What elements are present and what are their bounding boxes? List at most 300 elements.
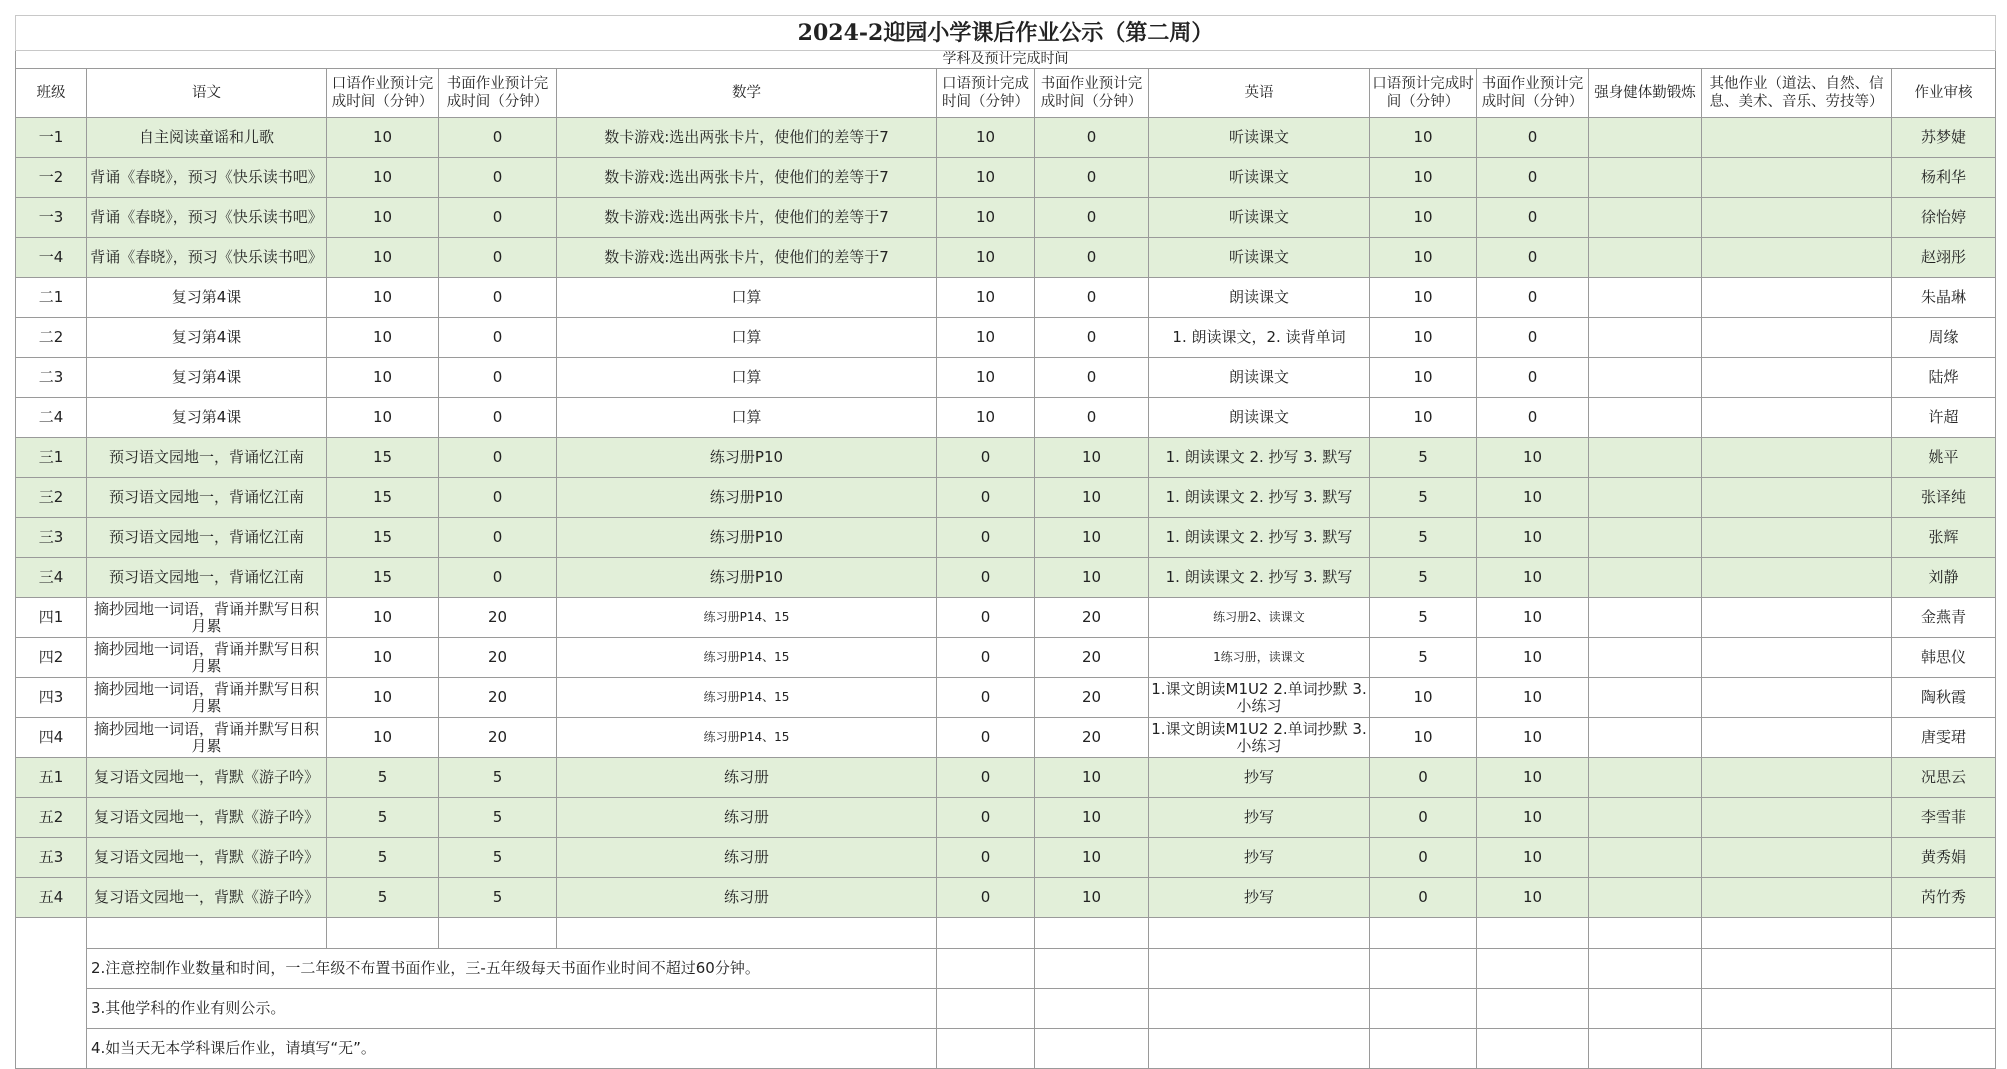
cell-pe — [1589, 558, 1702, 598]
cell-english-written: 10 — [1477, 878, 1589, 918]
cell-reviewer: 张辉 — [1892, 518, 1996, 558]
cell-english: 抄写 — [1149, 838, 1370, 878]
cell-english: 抄写 — [1149, 798, 1370, 838]
cell-english: 朗读课文 — [1149, 398, 1370, 438]
cell-chinese-written: 5 — [439, 758, 557, 798]
cell-math-written: 0 — [1035, 238, 1149, 278]
cell-math-oral: 0 — [937, 838, 1035, 878]
cell-pe — [1589, 878, 1702, 918]
table-row — [16, 638, 1996, 678]
blank-cell — [1477, 918, 1589, 949]
cell-pe — [1589, 798, 1702, 838]
cell-other — [1702, 198, 1892, 238]
blank-row — [16, 918, 1996, 949]
cell-reviewer: 李雪菲 — [1892, 798, 1996, 838]
header-other: 其他作业（道法、自然、信息、美术、音乐、劳技等） — [1702, 69, 1892, 118]
subheading: 学科及预计完成时间 — [16, 51, 1996, 69]
cell-english-written: 10 — [1477, 718, 1589, 758]
blank-cell — [1589, 1029, 1702, 1069]
cell-english-oral: 0 — [1370, 838, 1477, 878]
cell-reviewer: 黄秀娟 — [1892, 838, 1996, 878]
blank-cell — [937, 989, 1035, 1029]
header-english-written: 书面作业预计完成时间（分钟） — [1477, 69, 1589, 118]
cell-class: 一1 — [16, 118, 87, 158]
cell-chinese: 复习语文园地一，背默《游子吟》 — [87, 838, 327, 878]
cell-other — [1702, 398, 1892, 438]
cell-english-written: 10 — [1477, 478, 1589, 518]
cell-chinese-written: 0 — [439, 478, 557, 518]
cell-english: 抄写 — [1149, 758, 1370, 798]
cell-chinese-written: 0 — [439, 558, 557, 598]
blank-cell — [937, 1029, 1035, 1069]
cell-english: 1. 朗读课文 2. 抄写 3. 默写 — [1149, 518, 1370, 558]
cell-chinese-written: 0 — [439, 158, 557, 198]
cell-math: 练习册 — [557, 838, 937, 878]
cell-math-written: 0 — [1035, 318, 1149, 358]
cell-reviewer: 刘静 — [1892, 558, 1996, 598]
cell-other — [1702, 358, 1892, 398]
cell-chinese-written: 0 — [439, 438, 557, 478]
cell-english-oral: 10 — [1370, 198, 1477, 238]
cell-english: 1.课文朗读M1U2 2.单词抄默 3.小练习 — [1149, 678, 1370, 718]
blank-cell — [1149, 949, 1370, 989]
cell-english-oral: 0 — [1370, 878, 1477, 918]
cell-chinese-written: 20 — [439, 718, 557, 758]
cell-class: 五3 — [16, 838, 87, 878]
cell-reviewer: 陶秋霞 — [1892, 678, 1996, 718]
cell-math: 数卡游戏:选出两张卡片，使他们的差等于7 — [557, 198, 937, 238]
blank-cell — [1892, 989, 1996, 1029]
cell-pe — [1589, 198, 1702, 238]
cell-math: 口算 — [557, 318, 937, 358]
cell-english-oral: 5 — [1370, 638, 1477, 678]
cell-english-oral: 5 — [1370, 558, 1477, 598]
blank-cell — [1149, 918, 1370, 949]
cell-math-oral: 0 — [937, 638, 1035, 678]
header-chinese-oral: 口语作业预计完成时间（分钟） — [327, 69, 439, 118]
cell-english-written: 0 — [1477, 118, 1589, 158]
cell-math-written: 0 — [1035, 118, 1149, 158]
cell-other — [1702, 838, 1892, 878]
cell-chinese: 复习语文园地一，背默《游子吟》 — [87, 798, 327, 838]
cell-class: 一4 — [16, 238, 87, 278]
cell-english-oral: 10 — [1370, 118, 1477, 158]
cell-chinese-oral: 10 — [327, 598, 439, 638]
cell-english-written: 10 — [1477, 518, 1589, 558]
cell-math-written: 0 — [1035, 278, 1149, 318]
table-row — [16, 158, 1996, 198]
blank-cell — [1589, 989, 1702, 1029]
cell-math-oral: 10 — [937, 398, 1035, 438]
cell-class: 二1 — [16, 278, 87, 318]
cell-reviewer: 芮竹秀 — [1892, 878, 1996, 918]
cell-chinese: 自主阅读童谣和儿歌 — [87, 118, 327, 158]
blank-cell — [1370, 949, 1477, 989]
cell-math-written: 10 — [1035, 438, 1149, 478]
cell-pe — [1589, 758, 1702, 798]
cell-english-written: 10 — [1477, 678, 1589, 718]
cell-english-written: 0 — [1477, 318, 1589, 358]
cell-math-oral: 0 — [937, 678, 1035, 718]
cell-reviewer: 金燕青 — [1892, 598, 1996, 638]
cell-chinese: 预习语文园地一，背诵忆江南 — [87, 518, 327, 558]
note-text: 2.注意控制作业数量和时间，一二年级不布置书面作业，三-五年级每天书面作业时间不超过60分钟。 — [87, 949, 937, 989]
header-english: 英语 — [1149, 69, 1370, 118]
cell-math-oral: 0 — [937, 518, 1035, 558]
cell-reviewer: 许超 — [1892, 398, 1996, 438]
cell-pe — [1589, 118, 1702, 158]
cell-math-written: 10 — [1035, 558, 1149, 598]
cell-reviewer: 张译纯 — [1892, 478, 1996, 518]
cell-math: 练习册 — [557, 758, 937, 798]
cell-chinese: 复习第4课 — [87, 358, 327, 398]
blank-cell — [937, 949, 1035, 989]
cell-math-written: 10 — [1035, 878, 1149, 918]
table-row — [16, 118, 1996, 158]
cell-math: 练习册P10 — [557, 518, 937, 558]
cell-other — [1702, 638, 1892, 678]
cell-reviewer: 况思云 — [1892, 758, 1996, 798]
cell-english-oral: 10 — [1370, 278, 1477, 318]
homework-table — [15, 15, 1996, 1069]
cell-class: 二2 — [16, 318, 87, 358]
cell-chinese: 复习第4课 — [87, 398, 327, 438]
blank-cell — [16, 918, 87, 1069]
blank-cell — [1370, 1029, 1477, 1069]
cell-reviewer: 朱晶琳 — [1892, 278, 1996, 318]
cell-math-written: 20 — [1035, 598, 1149, 638]
cell-chinese-written: 5 — [439, 878, 557, 918]
blank-cell — [1035, 1029, 1149, 1069]
cell-english-oral: 10 — [1370, 678, 1477, 718]
cell-reviewer: 姚平 — [1892, 438, 1996, 478]
blank-cell — [937, 918, 1035, 949]
cell-chinese-oral: 10 — [327, 318, 439, 358]
cell-chinese: 摘抄园地一词语，背诵并默写日积月累 — [87, 718, 327, 758]
cell-math: 数卡游戏:选出两张卡片，使他们的差等于7 — [557, 238, 937, 278]
cell-class: 三1 — [16, 438, 87, 478]
cell-pe — [1589, 358, 1702, 398]
cell-chinese-written: 20 — [439, 598, 557, 638]
cell-math-oral: 10 — [937, 278, 1035, 318]
cell-other — [1702, 238, 1892, 278]
blank-cell — [1477, 989, 1589, 1029]
cell-english-oral: 10 — [1370, 718, 1477, 758]
cell-pe — [1589, 518, 1702, 558]
table-row — [16, 518, 1996, 558]
cell-other — [1702, 598, 1892, 638]
cell-other — [1702, 438, 1892, 478]
cell-chinese-oral: 10 — [327, 718, 439, 758]
cell-class: 二3 — [16, 358, 87, 398]
cell-math-oral: 10 — [937, 358, 1035, 398]
blank-cell — [439, 918, 557, 949]
cell-reviewer: 杨利华 — [1892, 158, 1996, 198]
cell-math-oral: 0 — [937, 558, 1035, 598]
cell-math: 口算 — [557, 278, 937, 318]
cell-math: 数卡游戏:选出两张卡片，使他们的差等于7 — [557, 118, 937, 158]
cell-english-written: 10 — [1477, 838, 1589, 878]
cell-english-oral: 5 — [1370, 438, 1477, 478]
blank-cell — [1702, 989, 1892, 1029]
table-row — [16, 478, 1996, 518]
cell-english-written: 10 — [1477, 758, 1589, 798]
cell-chinese-oral: 15 — [327, 478, 439, 518]
cell-english: 抄写 — [1149, 878, 1370, 918]
cell-math-written: 20 — [1035, 678, 1149, 718]
table-row — [16, 598, 1996, 638]
cell-chinese-oral: 10 — [327, 358, 439, 398]
cell-math-oral: 10 — [937, 118, 1035, 158]
header-math-written: 书面作业预计完成时间（分钟） — [1035, 69, 1149, 118]
cell-math: 练习册P10 — [557, 478, 937, 518]
cell-pe — [1589, 278, 1702, 318]
cell-english: 练习册2、读课文 — [1149, 598, 1370, 638]
cell-chinese-written: 0 — [439, 398, 557, 438]
cell-math-written: 0 — [1035, 358, 1149, 398]
cell-pe — [1589, 678, 1702, 718]
cell-math-oral: 0 — [937, 438, 1035, 478]
blank-cell — [1702, 1029, 1892, 1069]
cell-chinese-oral: 15 — [327, 438, 439, 478]
table-row — [16, 318, 1996, 358]
cell-math-written: 10 — [1035, 518, 1149, 558]
cell-math-written: 10 — [1035, 798, 1149, 838]
cell-math-oral: 10 — [937, 158, 1035, 198]
cell-chinese: 预习语文园地一，背诵忆江南 — [87, 558, 327, 598]
blank-cell — [1370, 918, 1477, 949]
cell-chinese: 复习第4课 — [87, 278, 327, 318]
cell-english-oral: 5 — [1370, 478, 1477, 518]
cell-other — [1702, 678, 1892, 718]
cell-chinese-written: 0 — [439, 358, 557, 398]
cell-chinese-oral: 15 — [327, 518, 439, 558]
cell-class: 三4 — [16, 558, 87, 598]
cell-other — [1702, 718, 1892, 758]
cell-english-written: 10 — [1477, 558, 1589, 598]
cell-class: 四1 — [16, 598, 87, 638]
cell-class: 五1 — [16, 758, 87, 798]
cell-chinese-oral: 10 — [327, 398, 439, 438]
cell-math-written: 0 — [1035, 158, 1149, 198]
cell-english-oral: 10 — [1370, 398, 1477, 438]
cell-english-written: 0 — [1477, 358, 1589, 398]
header-chinese: 语文 — [87, 69, 327, 118]
cell-english: 朗读课文 — [1149, 358, 1370, 398]
header-math-oral: 口语预计完成时间（分钟） — [937, 69, 1035, 118]
cell-chinese-written: 0 — [439, 278, 557, 318]
cell-chinese: 摘抄园地一词语，背诵并默写日积月累 — [87, 678, 327, 718]
header-pe: 强身健体勤锻炼 — [1589, 69, 1702, 118]
cell-english-written: 10 — [1477, 638, 1589, 678]
cell-math: 练习册P14、15 — [557, 598, 937, 638]
cell-math: 练习册P14、15 — [557, 678, 937, 718]
cell-class: 五2 — [16, 798, 87, 838]
cell-pe — [1589, 718, 1702, 758]
blank-cell — [1892, 918, 1996, 949]
cell-english-oral: 0 — [1370, 758, 1477, 798]
cell-class: 一2 — [16, 158, 87, 198]
header-chinese-written: 书面作业预计完成时间（分钟） — [439, 69, 557, 118]
cell-english-oral: 10 — [1370, 158, 1477, 198]
note-row — [16, 989, 1996, 1029]
cell-chinese: 背诵《春晓》，预习《快乐读书吧》 — [87, 198, 327, 238]
cell-math-oral: 0 — [937, 478, 1035, 518]
table-row — [16, 758, 1996, 798]
cell-chinese-written: 5 — [439, 838, 557, 878]
cell-chinese: 预习语文园地一，背诵忆江南 — [87, 478, 327, 518]
blank-cell — [1892, 1029, 1996, 1069]
cell-english-written: 0 — [1477, 158, 1589, 198]
cell-chinese: 背诵《春晓》，预习《快乐读书吧》 — [87, 238, 327, 278]
cell-english: 朗读课文 — [1149, 278, 1370, 318]
cell-other — [1702, 478, 1892, 518]
cell-math: 练习册P10 — [557, 558, 937, 598]
cell-chinese-oral: 10 — [327, 118, 439, 158]
cell-chinese-written: 0 — [439, 238, 557, 278]
cell-chinese-oral: 5 — [327, 838, 439, 878]
cell-english-written: 10 — [1477, 598, 1589, 638]
cell-other — [1702, 118, 1892, 158]
table-row — [16, 438, 1996, 478]
cell-english: 听读课文 — [1149, 118, 1370, 158]
cell-math-oral: 0 — [937, 718, 1035, 758]
cell-math-oral: 10 — [937, 318, 1035, 358]
cell-reviewer: 陆烨 — [1892, 358, 1996, 398]
cell-class: 四2 — [16, 638, 87, 678]
cell-reviewer: 徐怡婷 — [1892, 198, 1996, 238]
cell-math-written: 20 — [1035, 638, 1149, 678]
cell-pe — [1589, 158, 1702, 198]
cell-chinese: 背诵《春晓》，预习《快乐读书吧》 — [87, 158, 327, 198]
cell-chinese-written: 0 — [439, 318, 557, 358]
cell-math-written: 0 — [1035, 198, 1149, 238]
cell-english: 1. 朗读课文 2. 抄写 3. 默写 — [1149, 438, 1370, 478]
cell-chinese: 摘抄园地一词语，背诵并默写日积月累 — [87, 598, 327, 638]
cell-chinese: 复习语文园地一，背默《游子吟》 — [87, 878, 327, 918]
cell-math-oral: 0 — [937, 758, 1035, 798]
cell-chinese-oral: 10 — [327, 198, 439, 238]
cell-chinese-written: 20 — [439, 638, 557, 678]
cell-chinese-oral: 5 — [327, 878, 439, 918]
cell-pe — [1589, 318, 1702, 358]
cell-chinese-oral: 10 — [327, 238, 439, 278]
note-text: 3.其他学科的作业有则公示。 — [87, 989, 937, 1029]
cell-class: 四4 — [16, 718, 87, 758]
blank-cell — [87, 918, 327, 949]
cell-math-oral: 0 — [937, 598, 1035, 638]
blank-cell — [1149, 989, 1370, 1029]
note-text: 4.如当天无本学科课后作业，请填写“无”。 — [87, 1029, 937, 1069]
cell-math-written: 10 — [1035, 478, 1149, 518]
cell-english: 听读课文 — [1149, 198, 1370, 238]
cell-class: 四3 — [16, 678, 87, 718]
header-row — [16, 69, 1996, 118]
cell-math-oral: 10 — [937, 238, 1035, 278]
cell-math: 练习册 — [557, 798, 937, 838]
blank-cell — [1702, 949, 1892, 989]
header-english-oral: 口语预计完成时间（分钟） — [1370, 69, 1477, 118]
cell-math-written: 0 — [1035, 398, 1149, 438]
cell-english-written: 0 — [1477, 278, 1589, 318]
cell-class: 一3 — [16, 198, 87, 238]
cell-english: 听读课文 — [1149, 238, 1370, 278]
header-math: 数学 — [557, 69, 937, 118]
header-class: 班级 — [16, 69, 87, 118]
cell-chinese-written: 0 — [439, 118, 557, 158]
blank-cell — [1702, 918, 1892, 949]
cell-math: 口算 — [557, 358, 937, 398]
blank-cell — [1477, 949, 1589, 989]
cell-other — [1702, 278, 1892, 318]
table-row — [16, 278, 1996, 318]
cell-chinese-oral: 10 — [327, 278, 439, 318]
cell-chinese-oral: 10 — [327, 678, 439, 718]
cell-english-oral: 10 — [1370, 238, 1477, 278]
cell-other — [1702, 758, 1892, 798]
blank-cell — [1035, 989, 1149, 1029]
cell-other — [1702, 558, 1892, 598]
table-row — [16, 878, 1996, 918]
table-row — [16, 678, 1996, 718]
cell-other — [1702, 518, 1892, 558]
cell-english: 1. 朗读课文 2. 抄写 3. 默写 — [1149, 478, 1370, 518]
cell-chinese: 摘抄园地一词语，背诵并默写日积月累 — [87, 638, 327, 678]
cell-math: 练习册P10 — [557, 438, 937, 478]
cell-math-oral: 0 — [937, 798, 1035, 838]
cell-reviewer: 苏梦婕 — [1892, 118, 1996, 158]
cell-reviewer: 周缘 — [1892, 318, 1996, 358]
cell-english-oral: 5 — [1370, 598, 1477, 638]
cell-math: 数卡游戏:选出两张卡片，使他们的差等于7 — [557, 158, 937, 198]
cell-chinese-oral: 15 — [327, 558, 439, 598]
cell-other — [1702, 158, 1892, 198]
cell-english-oral: 5 — [1370, 518, 1477, 558]
cell-math: 练习册P14、15 — [557, 718, 937, 758]
cell-math: 练习册P14、15 — [557, 638, 937, 678]
cell-reviewer: 韩思仪 — [1892, 638, 1996, 678]
note-row — [16, 1029, 1996, 1069]
cell-chinese: 复习语文园地一，背默《游子吟》 — [87, 758, 327, 798]
cell-other — [1702, 878, 1892, 918]
cell-english-written: 0 — [1477, 198, 1589, 238]
cell-english-oral: 10 — [1370, 358, 1477, 398]
note-row — [16, 949, 1996, 989]
blank-cell — [1589, 918, 1702, 949]
cell-chinese: 预习语文园地一，背诵忆江南 — [87, 438, 327, 478]
cell-math: 练习册 — [557, 878, 937, 918]
sheet-title: 2024-2迎园小学课后作业公示（第二周） — [16, 16, 1996, 51]
blank-cell — [327, 918, 439, 949]
cell-math: 口算 — [557, 398, 937, 438]
cell-class: 二4 — [16, 398, 87, 438]
header-reviewer: 作业审核 — [1892, 69, 1996, 118]
cell-chinese-written: 0 — [439, 518, 557, 558]
table-row — [16, 238, 1996, 278]
cell-pe — [1589, 398, 1702, 438]
blank-cell — [1892, 949, 1996, 989]
blank-cell — [557, 918, 937, 949]
cell-math-written: 20 — [1035, 718, 1149, 758]
cell-english: 1. 朗读课文 2. 抄写 3. 默写 — [1149, 558, 1370, 598]
cell-english-written: 10 — [1477, 438, 1589, 478]
cell-other — [1702, 318, 1892, 358]
cell-english: 1. 朗读课文，2. 读背单词 — [1149, 318, 1370, 358]
cell-pe — [1589, 838, 1702, 878]
blank-cell — [1589, 949, 1702, 989]
table-row — [16, 398, 1996, 438]
blank-cell — [1477, 1029, 1589, 1069]
